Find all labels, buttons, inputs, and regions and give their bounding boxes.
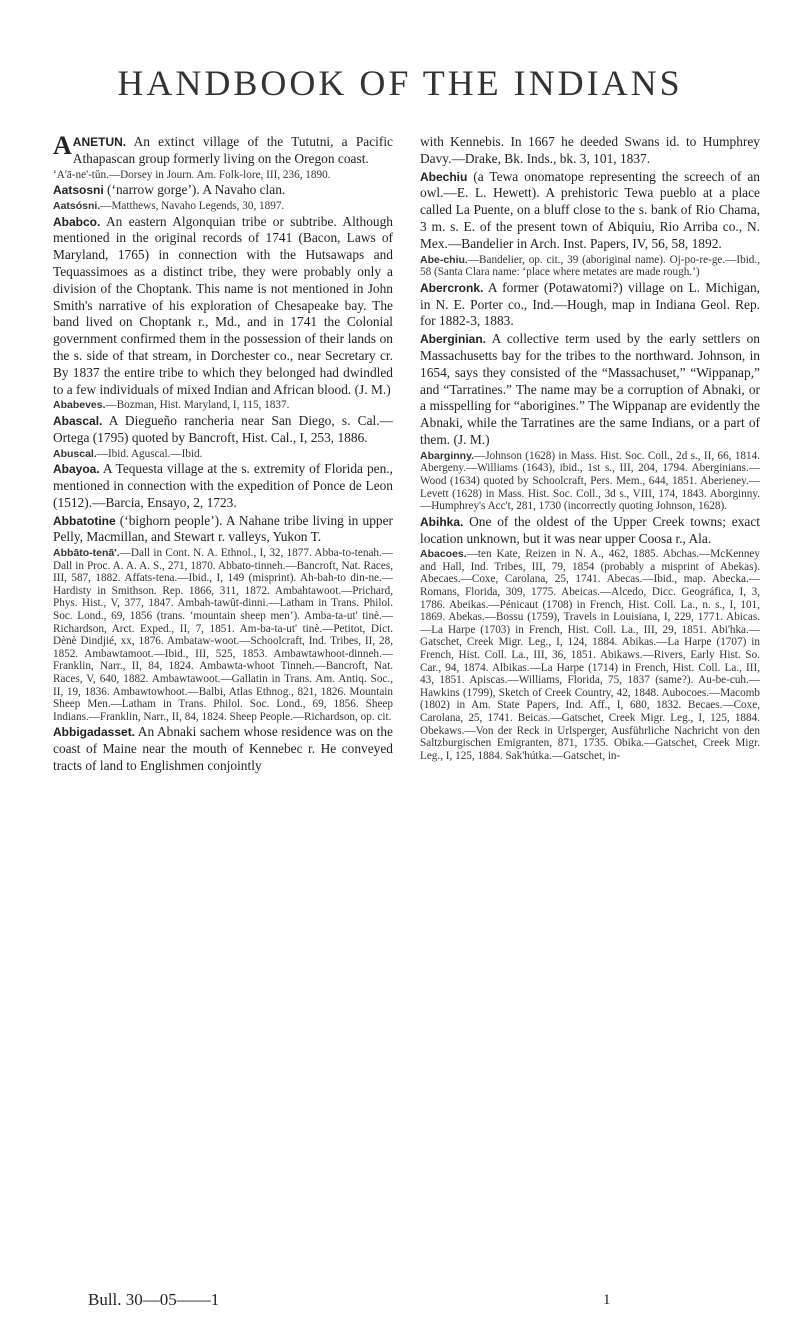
headword: Abarginny. (420, 449, 475, 462)
dictionary-entry (420, 280, 760, 330)
headword: Aatsosni (53, 183, 104, 198)
entry-text: —ten Kate, Reizen in N. A., 462, 1885. Abchas.—McKenney and Hall, Ind. Tribes, III, 79, 1854 (probably a misprint of Abekas). Abecaes.—Coxe, Carolana, 25, 1741. Abecas.—Ibid., map. Abecka.—Romans, Florida, 309, 1775. Abeicas.—Alcedo, Dicc. Geográfica, I, 3, 1786. Abeikas.—Pénicaut (1708) in French, Hist. Coll. La., n. s., I, 101, 1869. Abekas.—Bossu (1759), Travels in Louisiana, I, 229, 1771. Abicas.—La Harpe (1703) in French, Hist. Coll. La., III, 29, 1851. Abi'hka.—Gatschet, Creek Migr. Leg., I, 124, 1884. Abikas.—La Harpe (1707) in French, Hist. Coll. La., III, 36, 1851. Abikaws.—Rivers, Early Hist. So. Car., 94, 1874. Albikas.—La Harpe (1714) in French, Hist. Coll. La., III, 43, 1851. Apiscas.—Williams, Florida, 75, 1837 (same?). Au-be-cuh.—Hawkins (1799), Sketch of Creek Country, 42, 1848. Aubocoes.—Macomb (1802) in Am. State Papers, Ind. Aff., I, 680, 1832. Becaes.—Coxe, Carolana, 25, 1741. Beicas.—Gatschet, Creek Migr. Leg., I, 125, 1884. Obekaws.—Von der Reck in Urlsperger, Ausführliche Nachricht von den Saltzburgischen Emigranten, 871, 1735. Obika.—Gatschet, Creek Migr. Leg., I, 125, 1884. Sak'hútka.—Gatschet, in- (420, 548, 760, 762)
synonymy-note (53, 547, 393, 723)
headword: Abe-chiu. (420, 253, 468, 266)
right-column (420, 134, 760, 763)
dictionary-entry (420, 169, 760, 253)
dictionary-entry (53, 182, 393, 199)
dictionary-entry (53, 724, 393, 774)
entry-text: —Ibid. Aguscal.—Ibid. (96, 447, 203, 460)
entry-text: One of the oldest of the Upper Creek towns; exact location unknown, but it was near upper Coosa r., Ala. (420, 513, 760, 546)
headword: Abercronk. (420, 280, 484, 295)
synonymy-note (420, 254, 760, 279)
headword: Ababeves. (53, 399, 106, 412)
entry-text: An extinct village of the Tututni, a Pacific Athapascan group formerly living on the Oregon coast. (72, 134, 393, 166)
headword: Abascal. (53, 413, 103, 428)
dictionary-entry (420, 514, 760, 548)
entry-text: —Bandelier, op. cit., 39 (aboriginal name). Oj-po-re-ge.—Ibid., 58 (Santa Clara name: ‘place where metates are made rough.’) (420, 253, 760, 279)
dictionary-entry (420, 331, 760, 449)
signature-mark: Bull. 30—05——1 (88, 1290, 220, 1309)
headword: Aberginian. (420, 332, 487, 347)
headword: Abuscal. (53, 447, 97, 460)
dictionary-entry (53, 461, 393, 511)
entry-text: A Diegueño rancheria near San Diego, s. Cal.—Ortega (1795) quoted by Bancroft, Hist. Cal., I, 253, 1886. (53, 412, 393, 445)
entry-text: —Matthews, Navaho Legends, 30, 1897. (100, 199, 285, 212)
synonymy-note (53, 200, 393, 213)
entry-text: (a Tewa onomatope representing the screech of an owl.—E. L. Hewett). A prehistoric Tewa pueblo at a place called La Puente, on a bluff close to the s. bank of Rio Chama, 3 m. s. E. of the present town of Abiquiu, Rio Arriba co., N. Mex.—Bandelier in Arch. Inst. Papers, IV, 56, 58, 1892. (420, 168, 760, 251)
entry-text: A former (Potawatomi?) village on L. Michigan, in N. E. Porter co., Ind.—Hough, map in Indiana Geol. Rep. for 1882-3, 1883. (420, 279, 760, 329)
dictionary-entry (53, 131, 393, 168)
dictionary-entry (53, 513, 393, 547)
synonymy-note (53, 399, 393, 412)
headword: ANETUN. (72, 135, 127, 149)
entry-text: —Johnson (1628) in Mass. Hist. Soc. Coll., 2d s., II, 66, 1814. Abergeny.—Williams (1643), ibid., 1st s., III, 204, 1794. Aberginians.—Wood (1634) quoted by Schoolcraft, Pers. Mem., 644, 1851. Aberieney.—Levett (1628) in Mass. Hist. Soc. Coll., 3d s., VIII, 174, 1843. Aborginny.—Humphrey's Acc't, 281, 1730 (incorrectly quoting Johnson, 1628). (420, 449, 760, 513)
entry-text: (‘narrow gorge’). A Navaho clan. (103, 182, 286, 198)
page-number: 1 (603, 1292, 611, 1308)
headword: Abbāto-tenā'. (53, 547, 120, 560)
entry-text: A collective term used by the early settlers on Massachusetts bay for the tribes to the northward. Johnson, in 1654, says they consisted of the “Massachuset,” “Wippanap,” and “Tarratines.” The name may be a corruption of Abnaki, or a misspelling for “aborigines.” The Wippanap are evidently the Abnaki, while the Tarratines are the same Indians, or a part of them. (J. M.) (420, 331, 760, 447)
dictionary-entry (420, 134, 760, 168)
entry-text: —Dall in Cont. N. A. Ethnol., I, 32, 1877. Abba-to-tenah.—Dall in Proc. A. A. A. S., 271, 1870. Abbato-tinneh.—Bancroft, Nat. Races, III, 587, 1882. Affats-tena.—Ibid., I, 149 (misprint). Ah-bah-to din-ne.—Hardisty in Smithson. Rep. 1866, 311, 1872. Ambahtawoot.—Prichard, Phys. Hist., V, 377, 1847. Ambah-tawût-dinni.—Latham in Trans. Philol. Soc. Lond., 69, 1856 (trans. ‘mountain sheep men’). Amba-ta-ut' tinè.—Richardson, Arct. Exped., II, 7, 1851. Am-ba-ta-ut' tinè.—Petitot, Dict. Dènè Dindjié, xx, 1876. Ambataw-woot.—Schoolcraft, Ind. Tribes, II, 28, 1852. Ambawtamoot.—Ibid., III, 525, 1853. Ambawtawhoot-dinneh.—Franklin, Narr., II, 84, 1824. Ambawta-whoot Tinneh.—Bancroft, Nat. Races, V, 640, 1882. Ambawtawoot.—Gallatin in Trans. Am. Antiq. Soc., II, 19, 1836. Ambawtowhoot.—Balbi, Atlas Ethnog., 821, 1826. Mountain Sheep Men.—Latham in Trans. Philol. Soc. Lond., 69, 1856. Sheep Indians.—Franklin, Narr., II, 84, 1824. Sheep People.—Richardson, op. cit. (53, 547, 393, 723)
entry-text: —Bozman, Hist. Maryland, I, 115, 1837. (105, 399, 290, 412)
headword: Abbatotine (53, 513, 116, 528)
headword: Aatsósni. (53, 199, 101, 212)
headword: Abayoa. (53, 462, 100, 477)
entry-text: A Tequesta village at the s. extremity of Florida pen., mentioned in connection with the expedition of Ponce de Leon (1512).—Barcia, Ensayo, 2, 1723. (53, 461, 393, 510)
headword: Ababco. (53, 214, 101, 229)
dictionary-entry (53, 214, 393, 399)
left-column (53, 131, 393, 776)
entry-text: (‘bighorn people’). A Nahane tribe living in upper Pelly, Macmillan, and Stewart r. valleys, Yukon T. (53, 512, 393, 545)
synonymy-note (53, 169, 393, 182)
entry-text: An Abnaki sachem whose residence was on the coast of Maine near the mouth of Kennebec r. He conveyed tracts of land to Englishmen conjointly (53, 724, 393, 774)
synonymy-note (420, 548, 760, 762)
drop-cap: A (53, 131, 72, 160)
headword: Abacoes. (420, 548, 467, 561)
headword: Abihka. (420, 514, 464, 529)
entry-text: ‘A'ā-ne'-tŭn.—Dorsey in Journ. Am. Folk-lore, III, 236, 1890. (53, 168, 331, 181)
synonymy-note (53, 448, 393, 461)
entry-text: with Kennebis. In 1667 he deeded Swans id. to Humphrey Davy.—Drake, Bk. Inds., bk. 3, 101, 1837. (420, 134, 760, 166)
dictionary-entry (53, 413, 393, 447)
headword: Abbigadasset. (53, 725, 136, 740)
entry-text: An eastern Algonquian tribe or subtribe. Although mentioned in the original records of 1741 (Bacon, Laws of Maryland, 1765) in connection with the Hutsawaps and Tequassimoes as a distinct tribe, they were probably only a division of the Choptank. This name is not mentioned in John Smith's narrative of his exploration of Chesapeake bay. The band lived on Choptank r., Md., and in 1741 the Colonial government confirmed them in the possession of their lands on the s. side of that stream, in Dorchester co., near Secretary cr. By 1837 the entire tribe to which they belonged had dwindled to a few individuals of mixed Indian and African blood. (J. M.) (53, 213, 393, 397)
headword: Abechiu (420, 169, 468, 184)
running-header: HANDBOOK OF THE INDIANS (117, 63, 683, 103)
synonymy-note (420, 450, 760, 513)
